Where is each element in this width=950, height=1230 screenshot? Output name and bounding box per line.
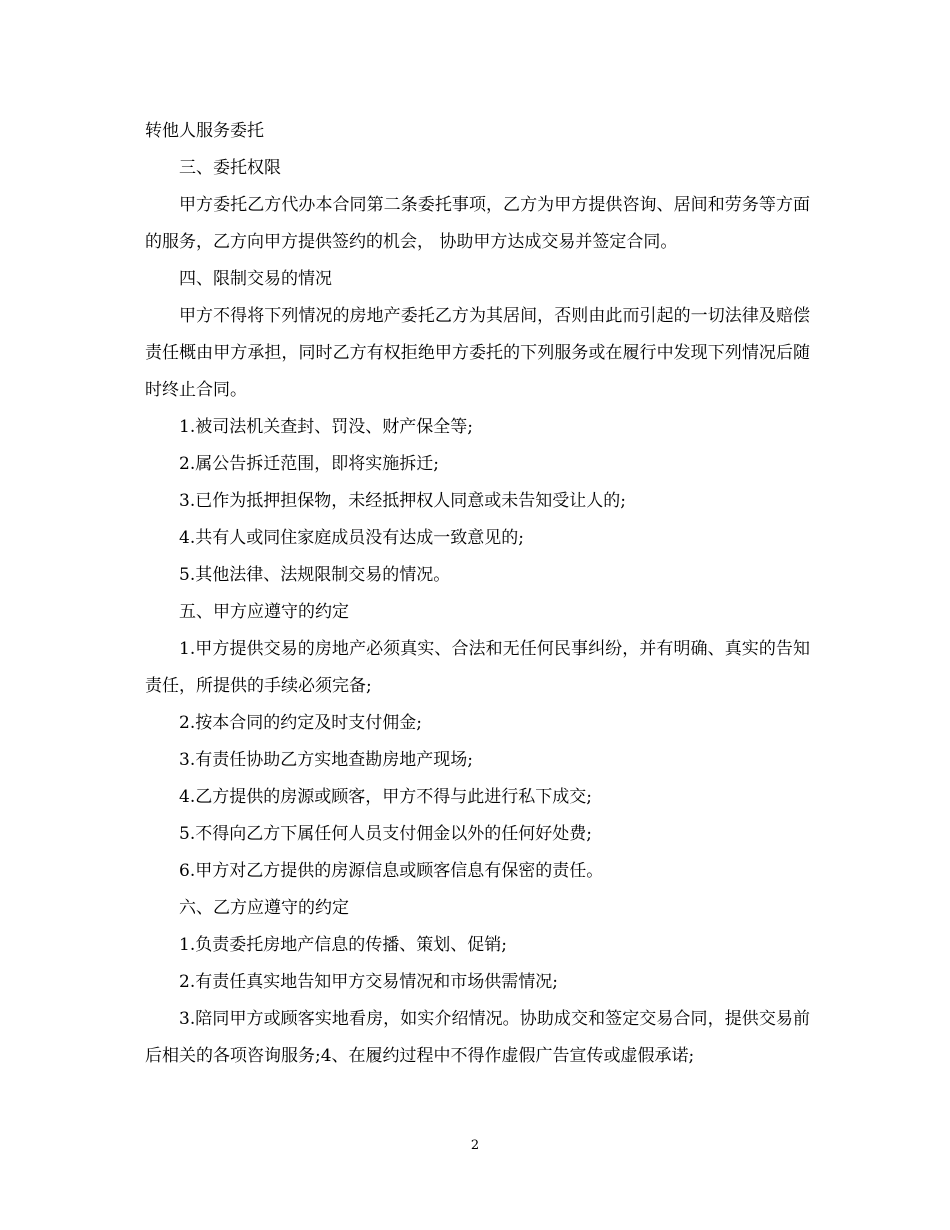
list-item: 3.陪同甲方或顾客实地看房，如实介绍情况。协助成交和签定交易合同，提供交易前后相关的各项咨询服务;4、在履约过程中不得作虚假广告宣传或虚假承诺;: [145, 1009, 810, 1066]
list-item: 3.有责任协助乙方实地查勘房地产现场;: [179, 750, 473, 770]
list-item: 5.其他法律、法规限制交易的情况。: [179, 565, 451, 585]
section-heading-3: 三、委托权限: [179, 158, 281, 178]
list-item: 2.按本合同的约定及时支付佣金;: [179, 713, 422, 733]
document-body: [145, 113, 810, 1075]
list-item: 5.不得向乙方下属任何人员支付佣金以外的任何好处费;: [179, 824, 592, 844]
list-item: 1.被司法机关查封、罚没、财产保全等;: [179, 417, 473, 437]
list-item: 3.已作为抵押担保物，未经抵押权人同意或未告知受让人的;: [179, 491, 626, 511]
paragraph: 甲方委托乙方代办本合同第二条委托事项，乙方为甲方提供咨询、居间和劳务等方面的服务，乙方向甲方提供签约的机会， 协助甲方达成交易并签定合同。: [145, 195, 810, 252]
list-item: 1.甲方提供交易的房地产必须真实、合法和无任何民事纠纷，并有明确、真实的告知责任，所提供的手续必须完备;: [145, 639, 810, 696]
section-heading-6: 六、乙方应遵守的约定: [179, 898, 349, 918]
section-heading-4: 四、限制交易的情况: [179, 269, 332, 289]
page-number: 2: [470, 1138, 480, 1153]
list-item: 4.共有人或同住家庭成员没有达成一致意见的;: [179, 528, 524, 548]
list-item: 4.乙方提供的房源或顾客，甲方不得与此进行私下成交;: [179, 787, 592, 807]
list-item: 2.有责任真实地告知甲方交易情况和市场供需情况;: [179, 972, 558, 992]
paragraph: 甲方不得将下列情况的房地产委托乙方为其居间，否则由此而引起的一切法律及赔偿责任概由甲方承担，同时乙方有权拒绝甲方委托的下列服务或在履行中发现下列情况后随时终止合同。: [145, 306, 810, 400]
paragraph-continuation: 转他人服务委托: [145, 121, 264, 141]
section-heading-5: 五、甲方应遵守的约定: [179, 602, 349, 622]
list-item: 2.属公告拆迁范围，即将实施拆迁;: [179, 454, 439, 474]
list-item: 6.甲方对乙方提供的房源信息或顾客信息有保密的责任。: [179, 861, 604, 881]
list-item: 1.负责委托房地产信息的传播、策划、促销;: [179, 935, 507, 955]
